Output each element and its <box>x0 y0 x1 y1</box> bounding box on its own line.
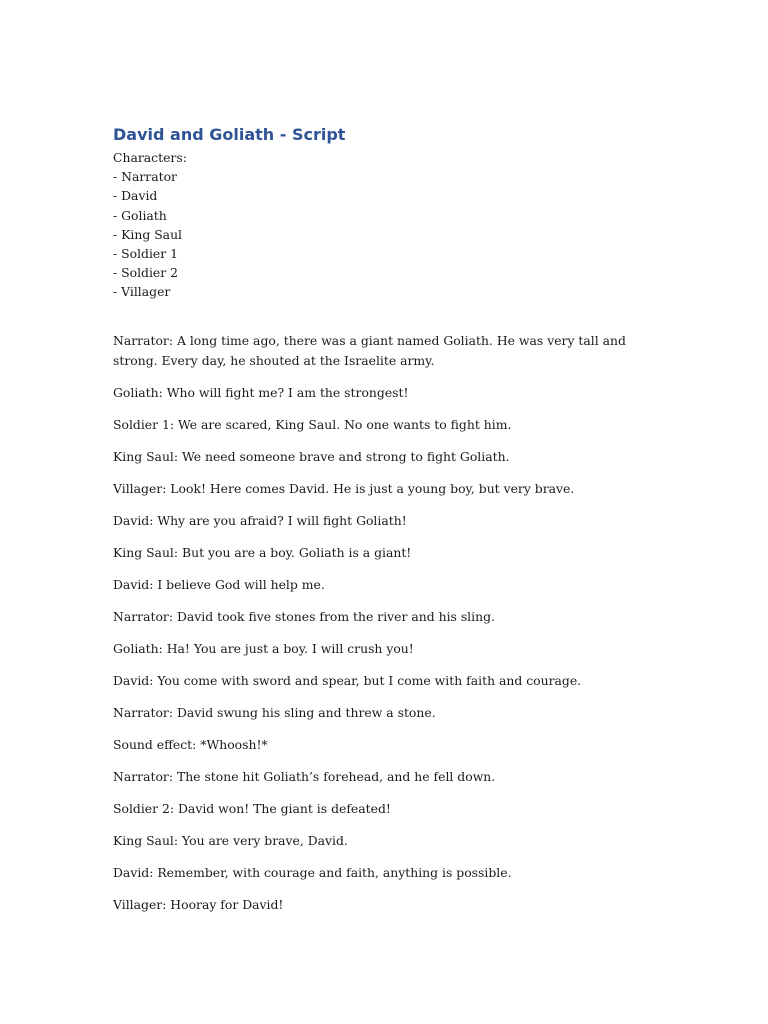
script-line: Narrator: David swung his sling and threw a stone. <box>113 704 436 720</box>
script-line: Narrator: A long time ago, there was a giant named Goliath. He was very tall and strong. Every day, he shouted at the Israelite army. <box>113 332 626 368</box>
character-item: - Soldier 2 <box>113 265 179 281</box>
character-item: - Soldier 1 <box>113 246 179 262</box>
script-line: David: You come with sword and spear, but I come with faith and courage. <box>113 672 582 688</box>
script-line: Soldier 1: We are scared, King Saul. No one wants to fight him. <box>113 416 512 432</box>
character-item: - Goliath <box>113 207 167 223</box>
script-line: Goliath: Ha! You are just a boy. I will crush you! <box>113 640 414 656</box>
script-line: King Saul: But you are a boy. Goliath is a giant! <box>113 544 412 560</box>
script-line: Narrator: David took five stones from the river and his sling. <box>113 608 495 624</box>
script-line: Narrator: The stone hit Goliath’s forehead, and he fell down. <box>113 768 496 784</box>
character-item: - Narrator <box>113 169 177 185</box>
document-page <box>113 124 653 927</box>
characters-heading: Characters: <box>113 150 187 165</box>
script-line: David: I believe God will help me. <box>113 576 325 592</box>
script-line: Villager: Hooray for David! <box>113 896 284 912</box>
script-line: Soldier 2: David won! The giant is defeated! <box>113 800 391 816</box>
character-item: - Villager <box>113 284 171 300</box>
script-line: David: Remember, with courage and faith, anything is possible. <box>113 864 512 880</box>
script-line: Villager: Look! Here comes David. He is just a young boy, but very brave. <box>113 480 575 496</box>
script-line: Goliath: Who will fight me? I am the strongest! <box>113 384 409 400</box>
characters-list <box>113 148 653 302</box>
script-line: Sound effect: *Whoosh!* <box>113 736 268 752</box>
script-line: David: Why are you afraid? I will fight Goliath! <box>113 512 407 528</box>
character-item: - King Saul <box>113 226 183 242</box>
script-body <box>113 331 653 915</box>
script-line: King Saul: You are very brave, David. <box>113 832 348 848</box>
character-item: - David <box>113 188 158 204</box>
document-title: David and Goliath - Script <box>113 125 346 144</box>
script-line: King Saul: We need someone brave and strong to fight Goliath. <box>113 448 510 464</box>
